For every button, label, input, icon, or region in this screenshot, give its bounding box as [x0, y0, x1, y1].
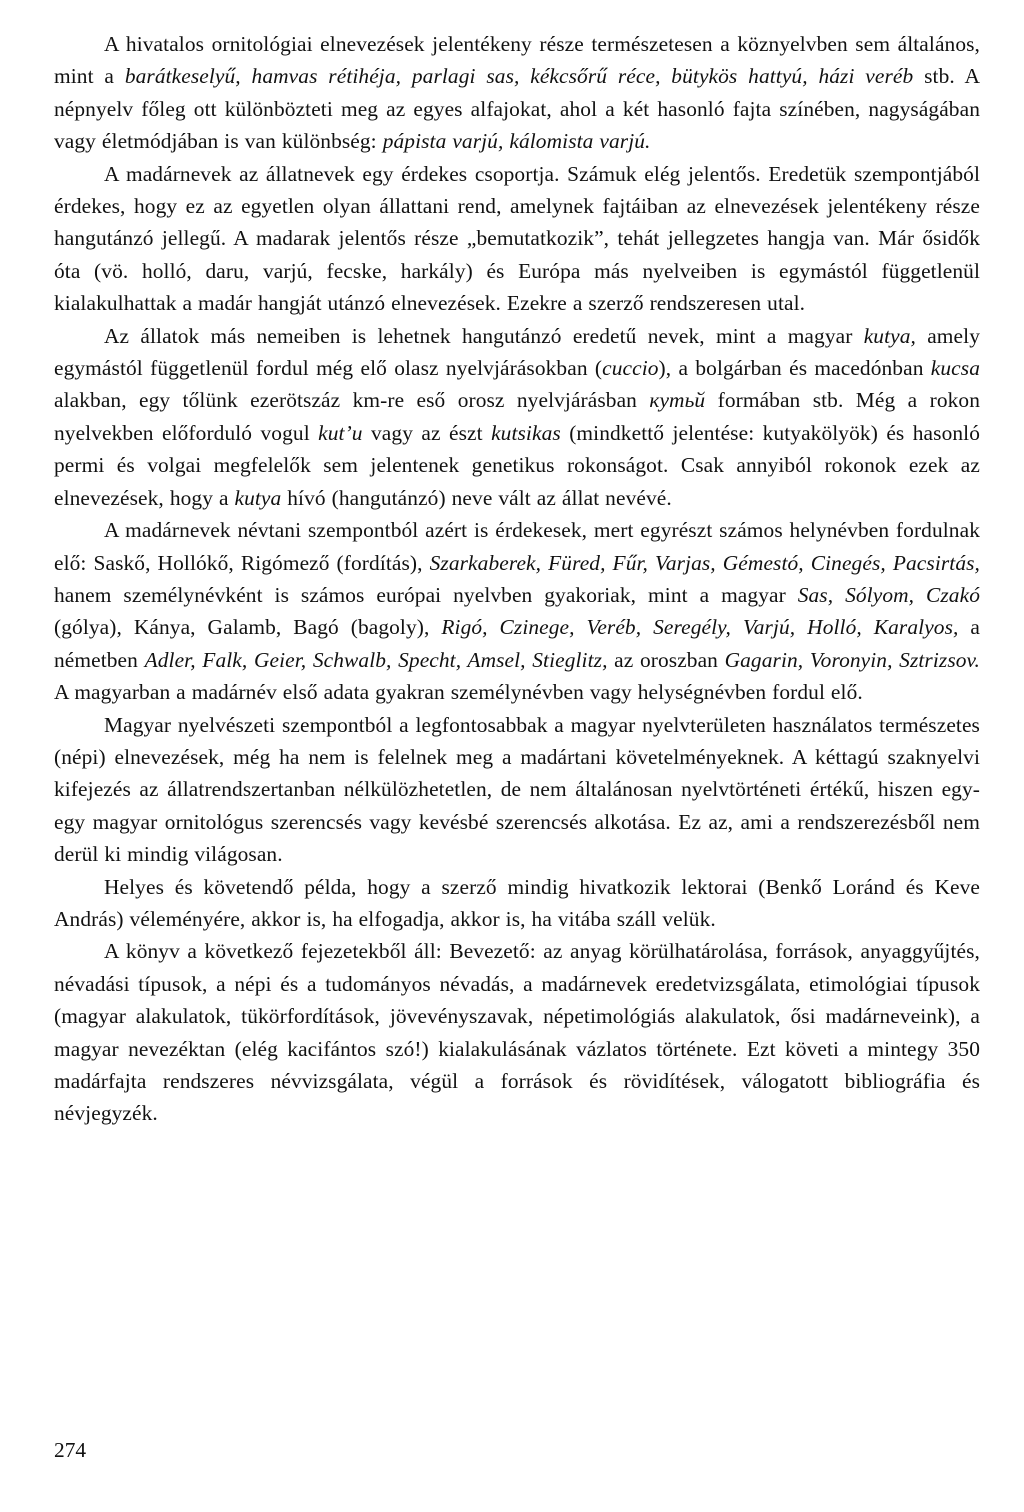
text-run: formában stb. Még a rokon nyelvekben előforduló vogul: [54, 388, 980, 445]
italic-term: Adler, Falk, Geier, Schwalb, Specht, Amsel, Stieglitz,: [144, 647, 608, 672]
paragraph: [54, 320, 980, 514]
text-run: hanem személynévként is számos európai nyelvben gyakoriak, mint a magyar: [54, 582, 798, 607]
paragraph: [54, 709, 980, 871]
italic-term: Sas, Sólyom, Czakó: [797, 582, 980, 607]
text-run: A madárnevek az állatnevek egy érdekes csoportja. Számuk elég jelentős. Eredetük szempontjából érdekes, hogy ez az egyetlen olyan állattani rend, amelynek fajtáiban az elnevezések jelentékeny része hangutánzó jellegű. A madarak jelentős része „bemutatkozik”, tehát jellegzetes hangja van. Már ősidők óta (vö. holló, daru, varjú, fecske, harkály) és Európa más nyelveiben is egymástól függetlenül kialakulhattak a madár hangját utánzó elnevezések. Ezekre a szerző rendszeresen utal.: [54, 161, 980, 316]
text-run: vagy az észt: [362, 420, 492, 445]
text-run: A hivatalos ornitológiai elnevezések jelentékeny része természetesen a köznyelvben sem általános, mint a: [54, 32, 980, 89]
text-run: Magyar nyelvészeti szempontból a legfontosabbak a magyar nyelvterületen használatos természetes (népi) elnevezések, még ha nem is felelnek meg a madártani követelményeknek. A kéttagú szaknyelvi kifejezés az állatrendszertanban nélkülözhetetlen, de nem általánosan nyelvtörténeti értékű, hiszen egy-egy magyar ornitológus szerencsés vagy kevésbé szerencsés alkotása. Ez az, ami a rendszerezésből nem derül ki mindig világosan.: [54, 712, 980, 867]
text-run: A magyarban a madárnév első adata gyakran személynévben vagy helységnévben fordul elő.: [54, 680, 863, 705]
paragraph: [54, 935, 980, 1129]
italic-term: Gagarin, Voronyin, Sztrizsov.: [724, 647, 980, 672]
text-run: amely egymástól függetlenül fordul még elő olasz nyelvjárásokban (: [54, 323, 980, 381]
italic-term: pápista varjú, kálomista varjú.: [382, 129, 651, 154]
text-run: Az állatok más nemeiben is lehetnek hangutánzó eredetű nevek, mint a magyar: [104, 323, 864, 348]
text-run: A madárnevek névtani szempontból azért is érdekesek, mert egyrészt számos helynévben fordulnak elő: Saskő, Hollókő, Rigómező (fordítás),: [54, 518, 980, 575]
book-page-text: [54, 28, 980, 1130]
italic-term: кутьй: [649, 388, 706, 413]
italic-term: kutsikas: [491, 420, 561, 445]
italic-term: Rigó, Czinege, Veréb, Seregély, Varjú, Holló, Karalyos,: [441, 615, 959, 640]
text-run: a németben: [54, 615, 980, 672]
text-run: ), a bolgárban és macedónban: [658, 356, 931, 381]
text-run: az oroszban: [607, 647, 725, 672]
italic-term: barátkeselyű, hamvas rétihéja, parlagi sas, kékcsőrű réce, bütykös hattyú, házi veréb: [124, 64, 914, 89]
paragraph: [54, 871, 980, 936]
italic-term: cuccio: [602, 356, 659, 381]
paragraph: [54, 28, 980, 158]
paragraph: [54, 158, 980, 320]
text-run: alakban, egy tőlünk ezerötszáz km-re eső orosz nyelvjárásban: [54, 388, 650, 413]
text-run: Helyes és követendő példa, hogy a szerző mindig hivatkozik lektorai (Benkő Loránd és Keve András) véleményére, akkor is, ha elfogadja, akkor is, ha vitába száll velük.: [54, 874, 980, 931]
italic-term: kutya: [234, 485, 282, 510]
text-run: (gólya), Kánya, Galamb, Bagó (bagoly),: [54, 615, 442, 640]
text-run: (mindkettő jelentése: kutyakölyök) és hasonló permi és volgai megfelelők sem jelentenek genetikus rokonságot. Csak annyiból rokonok ezek az elnevezések, hogy a: [54, 420, 980, 510]
italic-term: kutya,: [863, 323, 916, 348]
italic-term: kucsa: [930, 356, 980, 381]
text-run: hívó (hangutánzó) neve vált az állat nevévé.: [281, 485, 672, 510]
text-run: A könyv a következő fejezetekből áll: Bevezető: az anyag körülhatárolása, források, anyaggyűjtés, névadási típusok, a népi és a tudományos névadás, a madárnevek eredetvizsgálata, etimológiai típusok (magyar alakulatok, tükörfordítások, jövevényszavak, népetimológiás alakulatok, ősi madárneveink), a magyar nevezéktan (elég kacifántos szó!) kialakulásának vázlatos története. Ezt követi a mintegy 350 madárfajta rendszeres névvizsgálata, végül a források és rövidítések, válogatott bibliográfia és névjegyzék.: [54, 939, 980, 1126]
text-run: stb. A népnyelv főleg ott különbözteti meg az egyes alfajokat, ahol a két hasonló fajta színében, nagyságában vagy életmódjában is van különbség:: [54, 64, 980, 154]
italic-term: kut’u: [318, 420, 363, 445]
italic-term: Szarkaberek, Füred, Fűr, Varjas, Gémestó, Cinegés, Pacsirtás,: [429, 550, 980, 575]
paragraph: [54, 514, 980, 708]
page-number: 274: [54, 1438, 87, 1462]
